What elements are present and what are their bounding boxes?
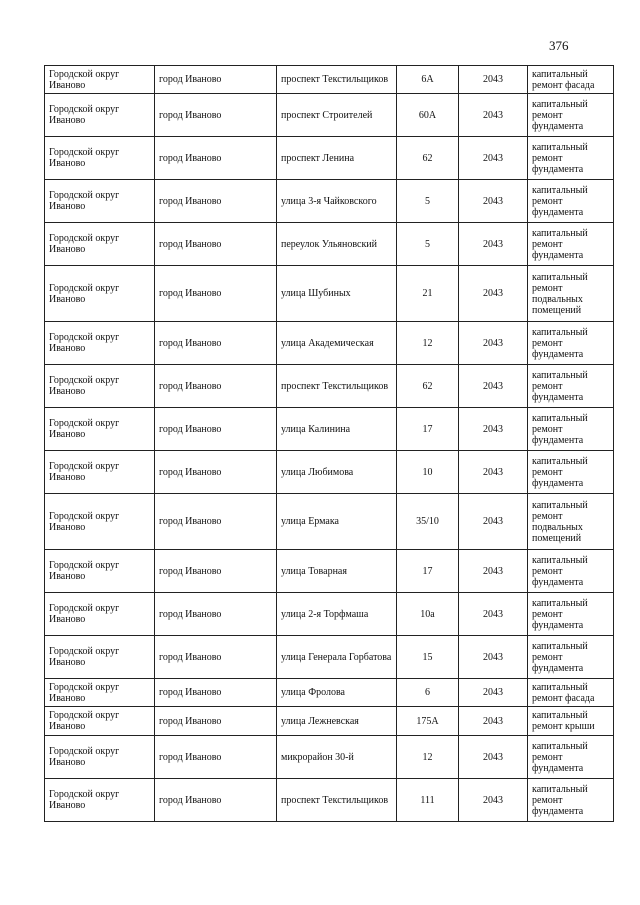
district-cell: Городской округ Иваново <box>45 180 155 223</box>
work-type-cell: капитальный ремонт фундамента <box>528 408 614 451</box>
year-cell: 2043 <box>459 779 528 822</box>
district-cell: Городской округ Иваново <box>45 66 155 94</box>
year-cell: 2043 <box>459 736 528 779</box>
house-number-cell: 21 <box>397 266 459 322</box>
table-row <box>45 779 614 822</box>
work-type-cell: капитальный ремонт подвальных помещений <box>528 494 614 550</box>
table-row <box>45 679 614 707</box>
street-cell: проспект Ленина <box>277 137 397 180</box>
street-cell: проспект Текстильщиков <box>277 779 397 822</box>
table-row <box>45 66 614 94</box>
table-row <box>45 736 614 779</box>
street-cell: проспект Текстильщиков <box>277 66 397 94</box>
work-type-cell: капитальный ремонт фундамента <box>528 365 614 408</box>
table-row <box>45 593 614 636</box>
table-row <box>45 322 614 365</box>
city-cell: город Иваново <box>155 365 277 408</box>
district-cell: Городской округ Иваново <box>45 451 155 494</box>
work-type-cell: капитальный ремонт фасада <box>528 679 614 707</box>
house-number-cell: 175А <box>397 707 459 736</box>
district-cell: Городской округ Иваново <box>45 408 155 451</box>
city-cell: город Иваново <box>155 66 277 94</box>
street-cell: улица Товарная <box>277 550 397 593</box>
table-row <box>45 494 614 550</box>
city-cell: город Иваново <box>155 593 277 636</box>
house-number-cell: 5 <box>397 180 459 223</box>
work-type-cell: капитальный ремонт фундамента <box>528 94 614 137</box>
district-cell: Городской округ Иваново <box>45 223 155 266</box>
table-row <box>45 180 614 223</box>
work-type-cell: капитальный ремонт фундамента <box>528 137 614 180</box>
district-cell: Городской округ Иваново <box>45 322 155 365</box>
street-cell: переулок Ульяновский <box>277 223 397 266</box>
year-cell: 2043 <box>459 266 528 322</box>
city-cell: город Иваново <box>155 707 277 736</box>
year-cell: 2043 <box>459 180 528 223</box>
district-cell: Городской округ Иваново <box>45 266 155 322</box>
table-row <box>45 266 614 322</box>
house-number-cell: 12 <box>397 736 459 779</box>
city-cell: город Иваново <box>155 679 277 707</box>
work-type-cell: капитальный ремонт фундамента <box>528 636 614 679</box>
work-type-cell: капитальный ремонт фундамента <box>528 180 614 223</box>
work-type-cell: капитальный ремонт фундамента <box>528 779 614 822</box>
house-number-cell: 10а <box>397 593 459 636</box>
house-number-cell: 15 <box>397 636 459 679</box>
house-number-cell: 6А <box>397 66 459 94</box>
year-cell: 2043 <box>459 550 528 593</box>
street-cell: улица Ермака <box>277 494 397 550</box>
table-row <box>45 223 614 266</box>
table-row <box>45 636 614 679</box>
work-type-cell: капитальный ремонт подвальных помещений <box>528 266 614 322</box>
district-cell: Городской округ Иваново <box>45 679 155 707</box>
district-cell: Городской округ Иваново <box>45 137 155 180</box>
street-cell: улица 2-я Торфмаша <box>277 593 397 636</box>
district-cell: Городской округ Иваново <box>45 550 155 593</box>
district-cell: Городской округ Иваново <box>45 94 155 137</box>
city-cell: город Иваново <box>155 451 277 494</box>
work-type-cell: капитальный ремонт фундамента <box>528 550 614 593</box>
city-cell: город Иваново <box>155 137 277 180</box>
city-cell: город Иваново <box>155 223 277 266</box>
city-cell: город Иваново <box>155 266 277 322</box>
repair-schedule-table <box>44 65 614 822</box>
year-cell: 2043 <box>459 365 528 408</box>
street-cell: улица Любимова <box>277 451 397 494</box>
house-number-cell: 12 <box>397 322 459 365</box>
work-type-cell: капитальный ремонт фундамента <box>528 451 614 494</box>
house-number-cell: 17 <box>397 408 459 451</box>
city-cell: город Иваново <box>155 779 277 822</box>
street-cell: проспект Строителей <box>277 94 397 137</box>
street-cell: улица Генерала Горбатова <box>277 636 397 679</box>
year-cell: 2043 <box>459 137 528 180</box>
city-cell: город Иваново <box>155 736 277 779</box>
work-type-cell: капитальный ремонт фундамента <box>528 322 614 365</box>
table-row <box>45 707 614 736</box>
year-cell: 2043 <box>459 707 528 736</box>
house-number-cell: 5 <box>397 223 459 266</box>
year-cell: 2043 <box>459 679 528 707</box>
table-row <box>45 550 614 593</box>
house-number-cell: 62 <box>397 137 459 180</box>
street-cell: улица Фролова <box>277 679 397 707</box>
house-number-cell: 6 <box>397 679 459 707</box>
district-cell: Городской округ Иваново <box>45 707 155 736</box>
city-cell: город Иваново <box>155 94 277 137</box>
street-cell: улица 3-я Чайковского <box>277 180 397 223</box>
table-row <box>45 408 614 451</box>
city-cell: город Иваново <box>155 636 277 679</box>
district-cell: Городской округ Иваново <box>45 636 155 679</box>
work-type-cell: капитальный ремонт фундамента <box>528 593 614 636</box>
district-cell: Городской округ Иваново <box>45 494 155 550</box>
city-cell: город Иваново <box>155 550 277 593</box>
street-cell: микрорайон 30-й <box>277 736 397 779</box>
work-type-cell: капитальный ремонт фундамента <box>528 223 614 266</box>
house-number-cell: 17 <box>397 550 459 593</box>
house-number-cell: 62 <box>397 365 459 408</box>
table-row <box>45 451 614 494</box>
work-type-cell: капитальный ремонт фасада <box>528 66 614 94</box>
year-cell: 2043 <box>459 494 528 550</box>
city-cell: город Иваново <box>155 322 277 365</box>
year-cell: 2043 <box>459 322 528 365</box>
year-cell: 2043 <box>459 408 528 451</box>
table-row <box>45 365 614 408</box>
district-cell: Городской округ Иваново <box>45 779 155 822</box>
work-type-cell: капитальный ремонт крыши <box>528 707 614 736</box>
house-number-cell: 60А <box>397 94 459 137</box>
table-row <box>45 137 614 180</box>
year-cell: 2043 <box>459 593 528 636</box>
city-cell: город Иваново <box>155 494 277 550</box>
year-cell: 2043 <box>459 451 528 494</box>
house-number-cell: 111 <box>397 779 459 822</box>
year-cell: 2043 <box>459 66 528 94</box>
page-number: 376 <box>549 38 569 53</box>
house-number-cell: 10 <box>397 451 459 494</box>
work-type-cell: капитальный ремонт фундамента <box>528 736 614 779</box>
district-cell: Городской округ Иваново <box>45 365 155 408</box>
district-cell: Городской округ Иваново <box>45 593 155 636</box>
house-number-cell: 35/10 <box>397 494 459 550</box>
city-cell: город Иваново <box>155 408 277 451</box>
year-cell: 2043 <box>459 636 528 679</box>
street-cell: проспект Текстильщиков <box>277 365 397 408</box>
year-cell: 2043 <box>459 223 528 266</box>
street-cell: улица Академическая <box>277 322 397 365</box>
year-cell: 2043 <box>459 94 528 137</box>
street-cell: улица Калинина <box>277 408 397 451</box>
street-cell: улица Лежневская <box>277 707 397 736</box>
district-cell: Городской округ Иваново <box>45 736 155 779</box>
city-cell: город Иваново <box>155 180 277 223</box>
table-row <box>45 94 614 137</box>
street-cell: улица Шубиных <box>277 266 397 322</box>
